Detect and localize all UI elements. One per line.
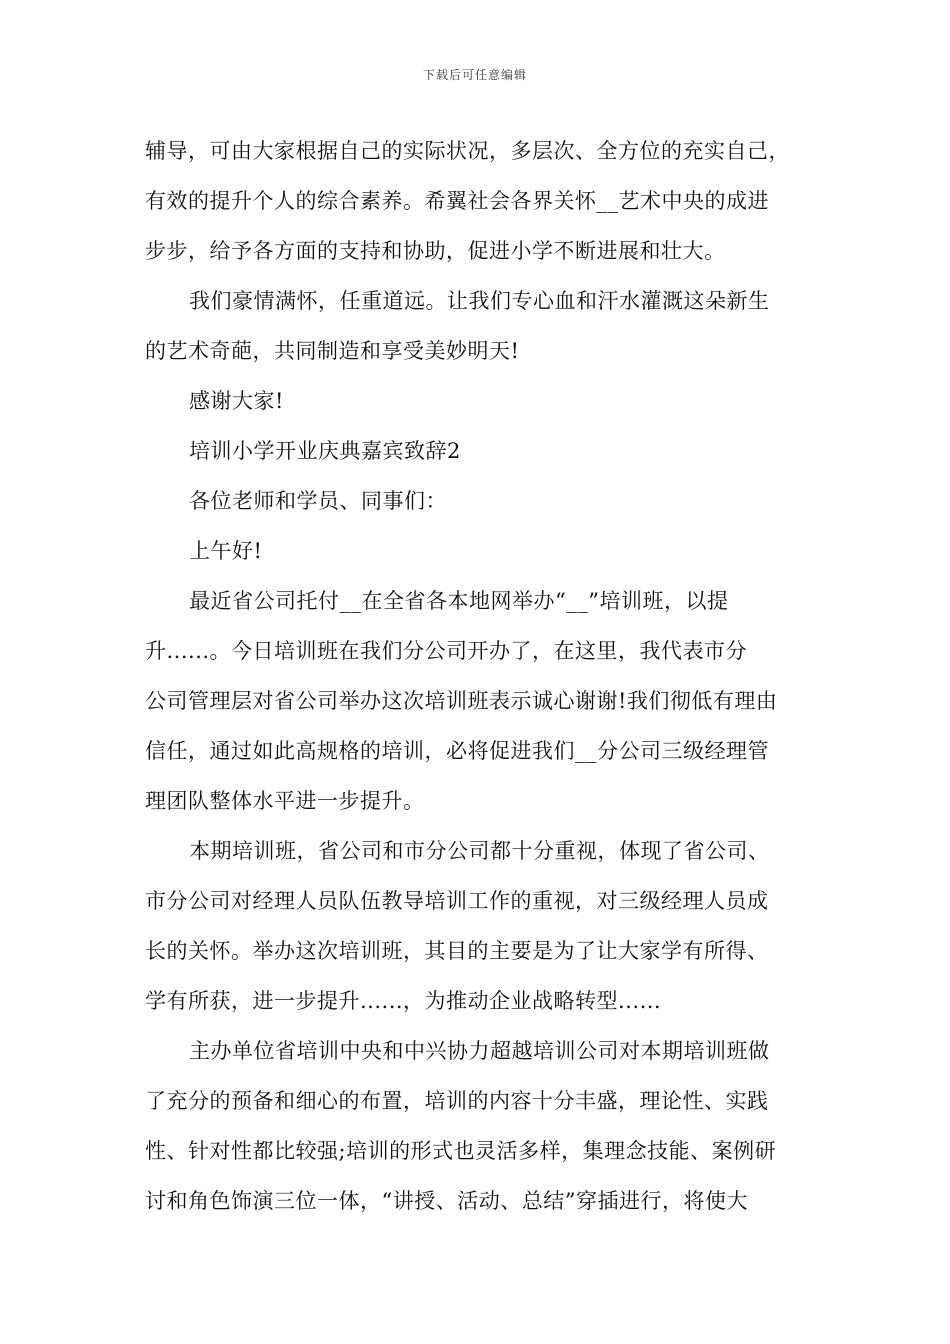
text-line: 辅导，可由大家根据自己的实际状况，多层次、全方位的充实自己， — [145, 139, 790, 163]
text-line: 讨和角色饰演三位一体，“讲授、活动、总结”穿插进行，将使大 — [145, 1189, 748, 1213]
text-line: 了充分的预备和细心的布置，培训的内容十分丰盛，理论性、实践 — [145, 1089, 769, 1113]
text-line: 我们豪情满怀，任重道远。让我们专心血和汗水灌溉这朵新生 — [189, 289, 770, 313]
text-line: 步步，给予各方面的支持和协助，促进小学不断进展和壮大。 — [145, 239, 726, 263]
text-line: 升......。今日培训班在我们分公司开办了，在这里，我代表市分 — [145, 639, 748, 663]
text-line: 学有所获，进一步提升......，为推动企业战略转型...... — [145, 989, 662, 1013]
text-line: 感谢大家! — [189, 389, 284, 413]
text-line: 本期培训班，省公司和市分公司都十分重视，体现了省公司、 — [189, 839, 770, 863]
text-line: 信任，通过如此高规格的培训，必将促进我们__分公司三级经理管 — [145, 739, 769, 763]
text-line: 市分公司对经理人员队伍教导培训工作的重视，对三级经理人员成 — [145, 889, 769, 913]
text-line: 性、针对性都比较强;培训的形式也灵活多样，集理念技能、案例研 — [145, 1139, 777, 1163]
page-header: 下载后可任意编辑 — [422, 68, 527, 82]
document-body — [145, 126, 805, 1226]
text-line: 最近省公司托付__在全省各本地网举办“__”培训班，以提 — [189, 589, 729, 613]
text-line: 主办单位省培训中央和中兴协力超越培训公司对本期培训班做 — [189, 1039, 770, 1063]
text-line: 的艺术奇葩，共同制造和享受美妙明天! — [145, 339, 520, 363]
text-line: 长的关怀。举办这次培训班，其目的主要是为了让大家学有所得、 — [145, 939, 769, 963]
greeting: 上午好! — [189, 539, 263, 563]
text-line: 公司管理层对省公司举办这次培训班表示诚心谢谢!我们彻低有理由 — [145, 689, 778, 713]
text-line: 有效的提升个人的综合素养。希翼社会各界关怀__艺术中央的成进 — [145, 189, 769, 213]
salutation: 各位老师和学员、同事们： — [189, 489, 447, 513]
text-line: 理团队整体水平进一步提升。 — [145, 789, 425, 813]
section-title: 培训小学开业庆典嘉宾致辞2 — [189, 439, 461, 463]
